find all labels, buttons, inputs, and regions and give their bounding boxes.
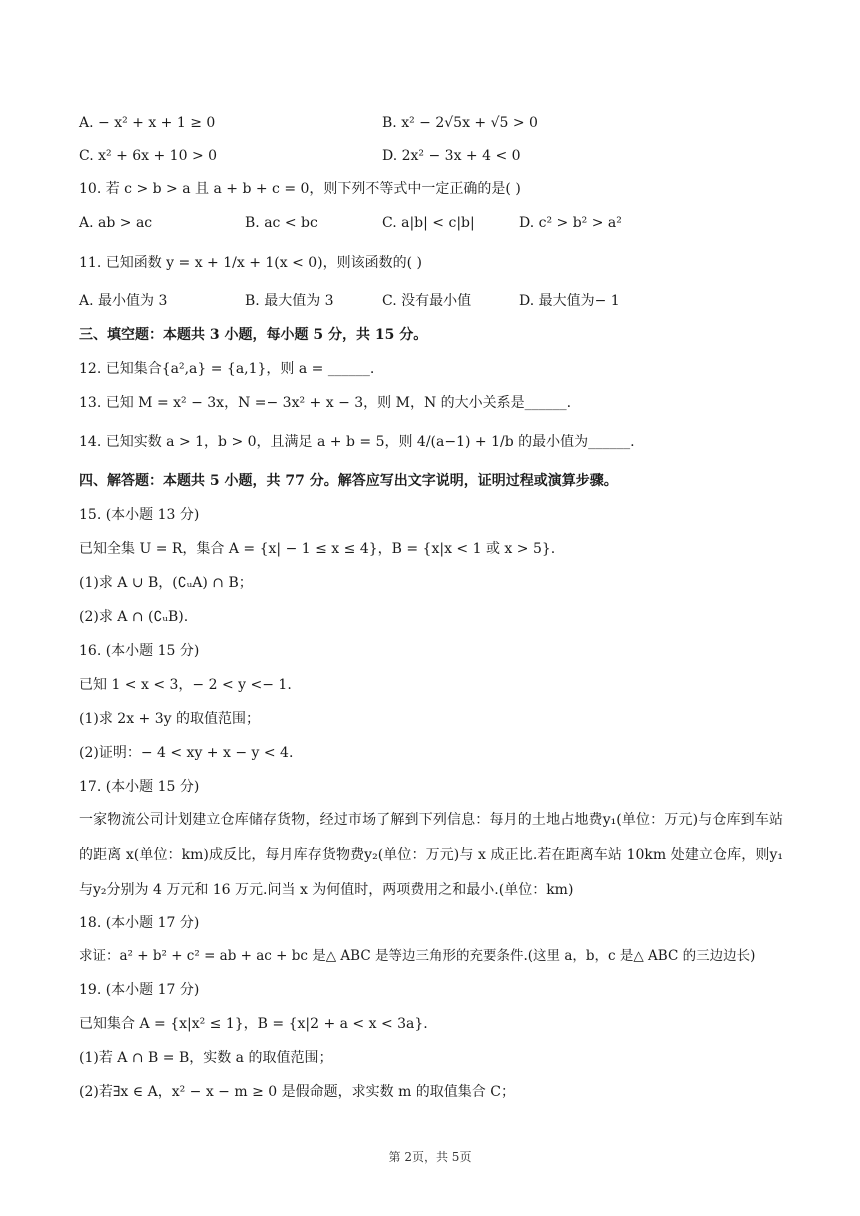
q9-option-c: C. x² + 6x + 10 > 0 bbox=[79, 148, 218, 164]
q18-heading: 18. (本小题 17 分) bbox=[79, 915, 200, 931]
q14-text: 14. 已知实数 a > 1，b > 0，且满足 a + b = 5，则 4/(a−1) + 1/b 的最小值为______. bbox=[79, 434, 635, 450]
q17-heading: 17. (本小题 15 分) bbox=[79, 779, 200, 795]
q15-heading: 15. (本小题 13 分) bbox=[79, 507, 200, 523]
q12-text: 12. 已知集合{a²,a} = {a,1}，则 a = ______. bbox=[79, 361, 375, 377]
q10-option-b: B. ac < bc bbox=[245, 215, 318, 231]
q15-part-2: (2)求 A ∩ (∁ᵤB). bbox=[79, 609, 189, 625]
q11-stem: 11. 已知函数 y = x + 1/x + 1(x < 0)，则该函数的( ) bbox=[79, 255, 423, 271]
q9-option-a: A. − x² + x + 1 ≥ 0 bbox=[79, 115, 216, 131]
q16-body: 已知 1 < x < 3，− 2 < y <− 1. bbox=[79, 677, 292, 693]
q15-body: 已知全集 U = R，集合 A = {x| − 1 ≤ x ≤ 4}，B = {x|x < 1 或 x > 5}. bbox=[79, 541, 556, 557]
q19-part-2: (2)若∃x ∈ A，x² − x − m ≥ 0 是假命题，求实数 m 的取值集合 C； bbox=[79, 1084, 515, 1100]
q11-option-a: A. 最小值为 3 bbox=[79, 293, 168, 309]
q10-option-d: D. c² > b² > a² bbox=[519, 215, 622, 231]
q11-option-c: C. 没有最小值 bbox=[382, 293, 472, 309]
q17-body: 一家物流公司计划建立仓库储存货物，经过市场了解到下列信息：每月的土地占地费y₁(单位：万元)与仓库到车站的距离 x(单位：km)成反比，每月库存货物费y₂(单位：万元)与 x 成正比.若在距离车站 10km 处建立仓库，则y₁与y₂分别为 4 万元和 16 万元.问当 x 为何值时，两项费用之和最小.(单位：km) bbox=[79, 812, 783, 898]
q11-option-d: D. 最大值为− 1 bbox=[519, 293, 620, 309]
q10-stem: 10. 若 c > b > a 且 a + b + c = 0，则下列不等式中一定正确的是( ) bbox=[79, 181, 521, 197]
q16-part-2: (2)证明：− 4 < xy + x − y < 4. bbox=[79, 745, 294, 761]
q16-part-1: (1)求 2x + 3y 的取值范围； bbox=[79, 711, 260, 727]
q9-option-d: D. 2x² − 3x + 4 < 0 bbox=[382, 148, 521, 164]
q9-option-b: B. x² − 2√5x + √5 > 0 bbox=[382, 115, 538, 131]
q19-body: 已知集合 A = {x|x² ≤ 1}，B = {x|2 + a < x < 3a}. bbox=[79, 1016, 428, 1032]
q10-option-c: C. a|b| < c|b| bbox=[382, 215, 475, 231]
q13-text: 13. 已知 M = x² − 3x，N =− 3x² + x − 3，则 M，N 的大小关系是______. bbox=[79, 395, 572, 411]
section-4-heading: 四、解答题：本题共 5 小题，共 77 分。解答应写出文字说明，证明过程或演算步骤。 bbox=[79, 473, 618, 489]
q19-heading: 19. (本小题 17 分) bbox=[79, 982, 200, 998]
q15-part-1: (1)求 A ∪ B，(∁ᵤA) ∩ B； bbox=[79, 575, 253, 591]
page-footer: 第 2页，共 5页 bbox=[388, 1150, 472, 1164]
section-3-heading: 三、填空题：本题共 3 小题，每小题 5 分，共 15 分。 bbox=[79, 327, 428, 343]
q16-heading: 16. (本小题 15 分) bbox=[79, 643, 200, 659]
q18-body: 求证：a² + b² + c² = ab + ac + bc 是△ ABC 是等边三角形的充要条件.(这里 a，b，c 是△ ABC 的三边边长) bbox=[79, 948, 756, 964]
q19-part-1: (1)若 A ∩ B = B，实数 a 的取值范围； bbox=[79, 1050, 333, 1066]
q10-option-a: A. ab > ac bbox=[79, 215, 153, 231]
q11-option-b: B. 最大值为 3 bbox=[245, 293, 334, 309]
